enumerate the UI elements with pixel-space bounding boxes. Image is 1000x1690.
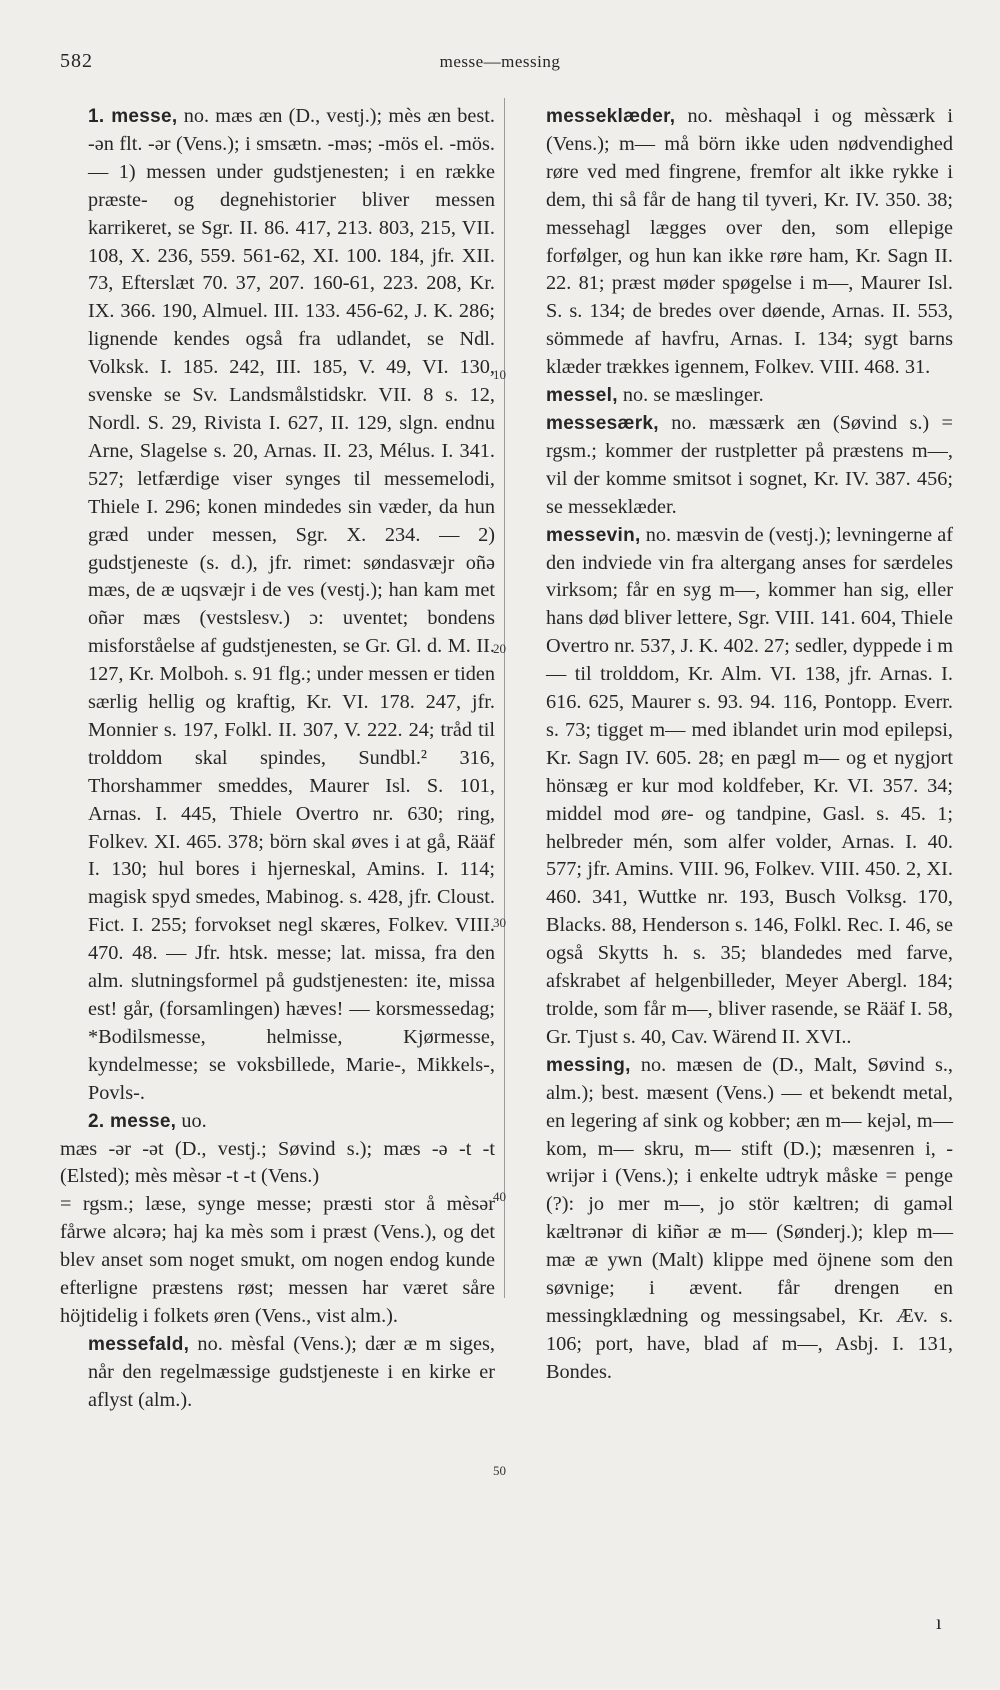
dictionary-entry	[60, 1191, 495, 1331]
entry-text: no. mèshaqəl i og mèssærk i (Vens.); m— må börn ikke uden nødvendighed røre ved med fingrene, fremfor alt ikke rykke i dem, thi så får de hang til tyveri, Kr. IV. 350. 38; messehagl lægges over den, som ellepige forfølger, og hun kan ikke røre ham, Kr. Sagn II. 22. 81; præst møder spøgelse i m—, Maurer Isl. S. s. 134; de bredes over døende, Arnas. II. 553, sömmede af havfru, Arnas. I. 134; sygt barns klæder trækkes igennem, Folkev. VIII. 468. 31.	[546, 105, 953, 379]
entry-text: no. mæs æn (D., vestj.); mès æn best. -ən flt. -ər (Vens.); i smsætn. -məs; -mös el. -mös. — 1) messen under gudstjenesten; i en række præste- og degnehistorier bliver messen karrikeret, se Sgr. II. 86. 417, 213. 803, 215, VII. 108, X. 236, 559. 561-62, XI. 100. 184, jfr. XII. 73, Efterslæt 70. 37, 207. 160-61, 223. 208, Kr. IX. 366. 190, Almuel. III. 133. 456-62, J. K. 286; lignende kendes også fra udlandet, se Ndl. Volksk. I. 185. 242, III. 185, V. 49, VI. 130, svenske se Sv. Landsmålstidskr. VII. 8 s. 12, Nordl. S. 29, Rivista I. 627, II. 129, slgn. endnu Arne, Slagelse s. 20, Arnas. II. 23, Mélus. I. 341. 527; letfærdige viser synges til messemelodi, Thiele I. 296; konen mindedes sin væder, da hun græd under messen, Sgr. X. 234. — 2) gudstjeneste (s. d.), jfr. rimet: søndasvæjr oñə mæs, de æ uqsvæjr i de ves (vestj.); han kam met oñər mæs (vestslesv.) ɔ: uventet; bondens misforståelse af gudstjenesten, se Gr. Gl. d. M. II. 127, Kr. Molboh. s. 91 flg.; under messen er tiden særlig hellig og kraftig, Kr. VI. 178. 247, jfr. Monnier s. 197, Folkl. II. 307, V. 222. 24; tråd til trolddom skal spindes, Sundbl.² 316, Thorshammer smeddes, Maurer Isl. S. 101, Arnas. I. 445, Thiele Overtro nr. 630; ring, Folkev. XI. 465. 378; börn skal øves i at gå, Rääf I. 130; hul bores i hjerneskal, Amins. I. 114; magisk spyd smedes, Mabinog. s. 428, jfr. Cloust. Fict. I. 255; forvokset negl skæres, Folkev. VIII. 470. 48. — Jfr. htsk. messe; lat. missa, fra den alm. slutningsformel på gudstjenesten: ite, missa est! går, (forsamlingen) hæves! — korsmessedag; *Bodilsmesse, helmisse, Kjørmesse, kyndelmesse; se voksbillede, Marie-, Mikkels-, Povls-.	[88, 105, 496, 1104]
entry-text: = rgsm.; læse, synge messe; præsti stor å mèsər fårwe alcərə; haj ka mès som i præst (Vens.), og det blev anset som noget smukt, om nogen endog kunde efterligne præstens røst; messen har været såre höjtidelig i folkets øren (Vens., vist alm.).	[60, 1193, 495, 1327]
entry-headword: messeklæder,	[546, 106, 676, 127]
page-number: 582	[60, 50, 93, 72]
entry-text: uo.	[176, 1109, 207, 1132]
dictionary-entry	[518, 103, 953, 382]
right-column	[518, 103, 953, 1387]
entry-headword: messevin,	[546, 524, 641, 546]
left-column	[60, 103, 495, 1415]
dictionary-entry	[60, 103, 495, 1108]
entry-text: no. mæssærk æn (Søvind s.) = rgsm.; kommer der rustpletter på præstens m—, vil der komme smitsot i sognet, Kr. IV. 387. 456; se messeklæder.	[546, 411, 953, 518]
line-number: 30	[493, 915, 506, 930]
entry-headword: messefald,	[88, 1333, 190, 1355]
dictionary-entry	[60, 1108, 495, 1136]
entry-text: no. mæsen de (D., Malt, Søvind s., alm.); best. mæsent (Vens.) — et bekendt metal, en legering af sink og kobber; æn m— kejəl, m— kom, m— skru, m— stift (D.); mæsenren i, -wrijər i (Vens.); i enkelte udtryk måske = penge (?): jo mer m—, jo stör kæltren; di gaməl kæltrənər di kiñər æ m— (Sønderj.); klep m— mæ æ ywn (Malt) klippe med öjnene som den søvnige; i ævent. får drengen en messingklædning og messingsabel, Kr. Æv. s. 106; port, have, blad af m—, Asbj. I. 131, Bondes.	[546, 1053, 953, 1383]
line-number: 40	[493, 1189, 506, 1204]
column-divider	[504, 98, 505, 1298]
running-head: messe—messing	[439, 52, 561, 71]
entry-text: no. mæsvin de (vestj.); levningerne af den indviede vin fra altergang anses for særdeles virksom; får en syg m—, kommer han sig, eller hans død bliver lettere, Sgr. VIII. 141. 604, Thiele Overtro nr. 537, J. K. 402. 27; sedler, dyppede i m— til trolddom, Kr. Alm. VI. 138, jfr. Arnas. I. 616. 625, Maurer s. 93. 94. 116, Pontopp. Everr. s. 73; tigget m— med iblandet urin mod epilepsi, Kr. Sagn IV. 605. 28; en pægl m— og et nygjort hönsæg er kur mod koldfeber, Kr. VI. 357. 34; middel mod øre- og tandpine, Gasl. s. 45. 1; helbreder mén, som alfer volder, Arnas. I. 40. 577; jfr. Amins. VIII. 96, Folkev. VIII. 450. 2, XI. 460. 341, Wuttke nr. 193, Busch Volksg. 170, Blacks. 88, Henderson s. 146, Folkl. Rec. I. 46, se også Skytts h. s. 35; blandedes med farve, afskrabet af helgenbilleder, Meyer Abergl. 184; trolde, som får m—, bliver rasende, se Rääf I. 58, Gr. Tjust s. 40, Cav. Wärend II. XVI..	[546, 523, 954, 1048]
entry-text: mæs -ər -ət (D., vestj.; Søvind s.); mæs -ə -t -t (Elsted); mès mèsər -t -t (Vens.)	[60, 1137, 495, 1188]
margin-mark: ı	[936, 1612, 942, 1634]
dictionary-entry	[60, 1331, 495, 1415]
entry-headword: 1. messe,	[88, 106, 178, 127]
entry-headword: messel,	[546, 385, 618, 407]
dictionary-entry	[518, 382, 953, 410]
dictionary-entry	[60, 1136, 495, 1192]
line-number: 20	[493, 641, 506, 656]
dictionary-entry	[518, 522, 953, 1052]
entry-headword: 2. messe,	[88, 1110, 177, 1132]
entry-text: no. se mæslinger.	[617, 384, 764, 407]
dictionary-entry	[518, 1052, 953, 1387]
entry-headword: messesærk,	[546, 412, 659, 434]
entry-headword: messing,	[546, 1054, 631, 1076]
entry-text: no. mèsfal (Vens.); dær æ m siges, når den regelmæssige gudstjeneste i en kirke er aflyst (alm.).	[88, 1332, 495, 1411]
line-number: 50	[493, 1463, 506, 1478]
dictionary-entry	[518, 410, 953, 522]
line-number: 10	[493, 367, 506, 382]
